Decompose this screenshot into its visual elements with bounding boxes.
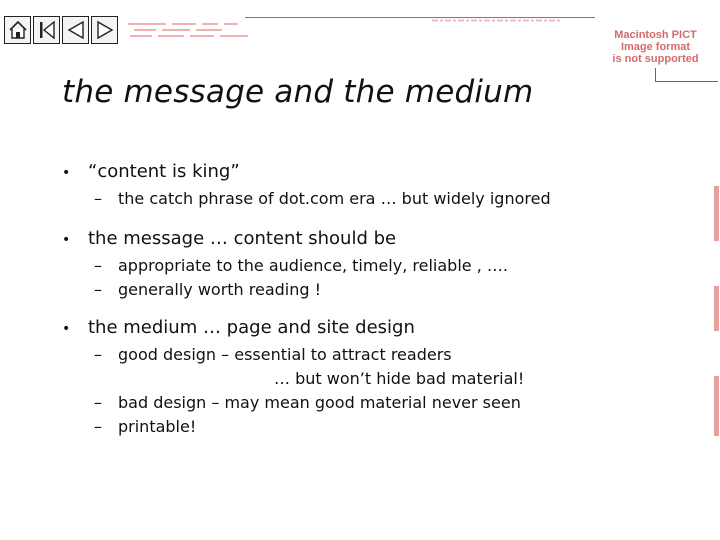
slide-navigation — [4, 16, 118, 46]
bullet-item — [62, 314, 662, 439]
sub-bullet-list — [94, 254, 662, 302]
sub-bullet-item — [94, 391, 662, 415]
triangle-left-icon — [65, 19, 87, 41]
bullet-marker: • — [62, 165, 71, 181]
dash-marker: – — [94, 345, 102, 364]
dash-marker: – — [94, 417, 102, 436]
skip-back-icon — [36, 19, 58, 41]
home-icon — [7, 19, 29, 41]
sub-bullet-text: bad design – may mean good material never seen — [118, 393, 521, 412]
sub-bullet-item — [94, 415, 662, 439]
dash-marker: – — [94, 280, 102, 299]
first-slide-button[interactable] — [33, 16, 60, 44]
bullet-item — [62, 158, 662, 211]
sub-bullet-list — [94, 187, 662, 211]
bullet-text: “content is king” — [88, 161, 240, 182]
placeholder-line-3: is not supported — [612, 53, 699, 65]
bullet-text: the message … content should be — [88, 228, 397, 249]
sub-bullet-item — [94, 343, 662, 367]
unsupported-image-placeholder — [591, 28, 720, 66]
dash-marker: – — [94, 189, 102, 208]
placeholder-line-2: Image format — [620, 41, 691, 53]
bullet-item — [62, 225, 662, 302]
faded-header-strip — [432, 18, 562, 23]
edge-decoration — [713, 186, 720, 456]
sub-bullet-continuation: … but won’t hide bad material! — [274, 369, 525, 388]
sub-bullet-text: printable! — [118, 417, 197, 436]
sub-bullet-item — [94, 254, 662, 278]
bullet-marker: • — [62, 232, 71, 248]
previous-slide-button[interactable] — [62, 16, 89, 44]
faded-logo-graphic — [126, 18, 254, 40]
sub-bullet-text: the catch phrase of dot.com era … but widely ignored — [118, 189, 551, 208]
dash-marker: – — [94, 256, 102, 275]
placeholder-line-1: Macintosh PICT — [614, 29, 697, 41]
slide-title: the message and the medium — [62, 74, 534, 110]
sub-bullet-item — [94, 278, 662, 302]
bullet-text: the medium … page and site design — [88, 317, 415, 338]
bullet-marker: • — [62, 321, 71, 337]
bullet-list — [62, 158, 662, 439]
sub-bullet-list — [94, 343, 662, 439]
sub-bullet-text: appropriate to the audience, timely, reliable , …. — [118, 256, 508, 275]
dash-marker: – — [94, 393, 102, 412]
sub-bullet-item — [94, 187, 662, 211]
next-slide-button[interactable] — [91, 16, 118, 44]
placeholder-frame-corner — [655, 68, 718, 82]
home-button[interactable] — [4, 16, 31, 44]
sub-bullet-text: generally worth reading ! — [118, 280, 322, 299]
sub-bullet-text: good design – essential to attract readers — [118, 345, 452, 364]
triangle-right-icon — [94, 19, 116, 41]
